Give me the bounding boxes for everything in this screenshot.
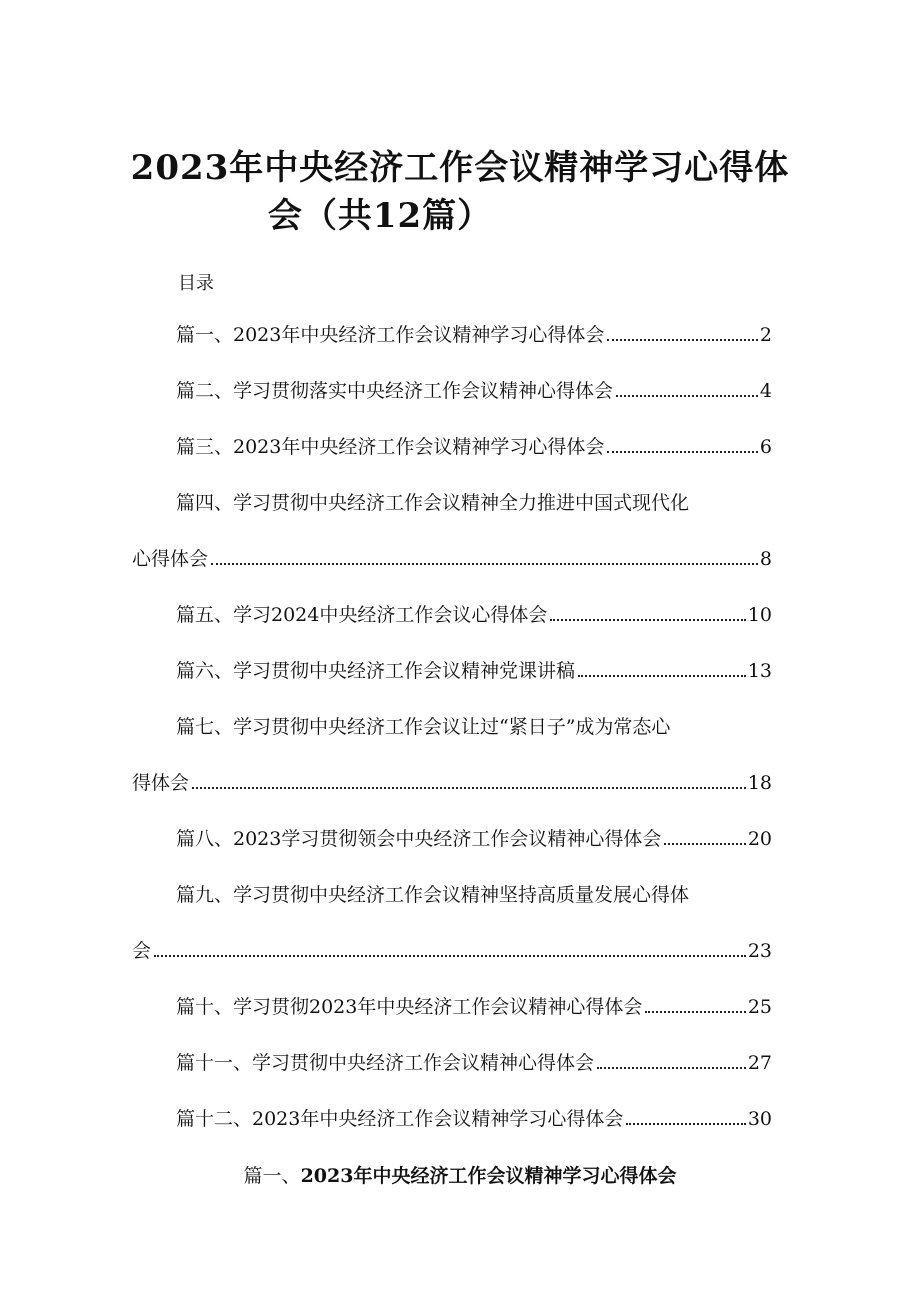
toc-page-number: 8 <box>759 548 772 570</box>
toc-leader-dots <box>664 843 745 845</box>
toc-entry-title: 篇五、学习2024中央经济工作会议心得体会 <box>176 604 548 626</box>
toc-entry-9[interactable] <box>132 937 772 965</box>
toc-entry-7-line-1[interactable]: 篇七、学习贯彻中央经济工作会议让过“紧日子”成为常态心 <box>176 716 671 738</box>
toc-page-number: 23 <box>747 940 772 962</box>
toc-entry-title: 篇三、2023年中央经济工作会议精神学习心得体会 <box>176 436 605 458</box>
toc-page-number: 27 <box>747 1052 772 1074</box>
toc-entry-4[interactable] <box>132 545 772 573</box>
toc-leader-dots <box>597 1067 746 1069</box>
toc-leader-dots <box>578 675 746 677</box>
toc-entry-title: 会 <box>132 940 152 962</box>
toc-entry-8[interactable] <box>132 825 772 853</box>
toc-entry-4-line-1[interactable]: 篇四、学习贯彻中央经济工作会议精神全力推进中国式现代化 <box>176 492 690 514</box>
toc-entry-title: 篇八、2023学习贯彻领会中央经济工作会议精神心得体会 <box>176 828 662 850</box>
toc-entry-12[interactable] <box>132 1105 772 1133</box>
toc-entry-title: 篇十二、2023年中央经济工作会议精神学习心得体会 <box>176 1108 624 1130</box>
toc-page-number: 2 <box>759 324 772 346</box>
toc-entry-title: 得体会 <box>132 772 190 794</box>
toc-entry-1[interactable] <box>132 321 772 349</box>
toc-page-number: 4 <box>759 380 772 402</box>
toc-page-number: 30 <box>747 1108 772 1130</box>
toc-leader-dots <box>550 619 745 621</box>
toc-entry-9-line-1[interactable]: 篇九、学习贯彻中央经济工作会议精神坚持高质量发展心得体 <box>176 884 690 906</box>
toc-leader-dots <box>211 563 758 565</box>
toc-page-number: 13 <box>747 660 772 682</box>
document-title-line-2: 会（共12篇） <box>267 196 493 236</box>
toc-entry-6[interactable] <box>132 657 772 685</box>
toc-entry-5[interactable] <box>132 601 772 629</box>
toc-entry-title: 篇二、学习贯彻落实中央经济工作会议精神心得体会 <box>176 380 614 402</box>
toc-leader-dots <box>154 955 746 957</box>
toc-entry-title: 篇一、2023年中央经济工作会议精神学习心得体会 <box>176 324 605 346</box>
toc-entry-10[interactable] <box>132 993 772 1021</box>
toc-entry-3[interactable] <box>132 433 772 461</box>
toc-page-number: 6 <box>759 436 772 458</box>
section-heading-title: 2023年中央经济工作会议精神学习心得体会 <box>300 1165 677 1187</box>
toc-leader-dots <box>607 339 758 341</box>
toc-heading: 目录 <box>178 273 214 294</box>
section-heading <box>0 1162 920 1190</box>
toc-leader-dots <box>626 1123 745 1125</box>
toc-entry-title: 篇六、学习贯彻中央经济工作会议精神党课讲稿 <box>176 660 576 682</box>
toc-entry-7[interactable] <box>132 769 772 797</box>
toc-entry-title: 篇十一、学习贯彻中央经济工作会议精神心得体会 <box>176 1052 595 1074</box>
toc-page-number: 18 <box>747 772 772 794</box>
section-heading-prefix: 篇一、 <box>243 1165 301 1187</box>
document-title-line-1: 2023年中央经济工作会议精神学习心得体 <box>130 148 790 188</box>
toc-page-number: 10 <box>747 604 772 626</box>
toc-entry-title: 篇十、学习贯彻2023年中央经济工作会议精神心得体会 <box>176 996 643 1018</box>
toc-entry-title: 心得体会 <box>132 548 209 570</box>
toc-leader-dots <box>616 395 758 397</box>
toc-leader-dots <box>645 1011 745 1013</box>
toc-leader-dots <box>192 787 746 789</box>
toc-entry-11[interactable] <box>132 1049 772 1077</box>
toc-page-number: 20 <box>747 828 772 850</box>
toc-leader-dots <box>607 451 758 453</box>
toc-entry-2[interactable] <box>132 377 772 405</box>
toc-page-number: 25 <box>747 996 772 1018</box>
